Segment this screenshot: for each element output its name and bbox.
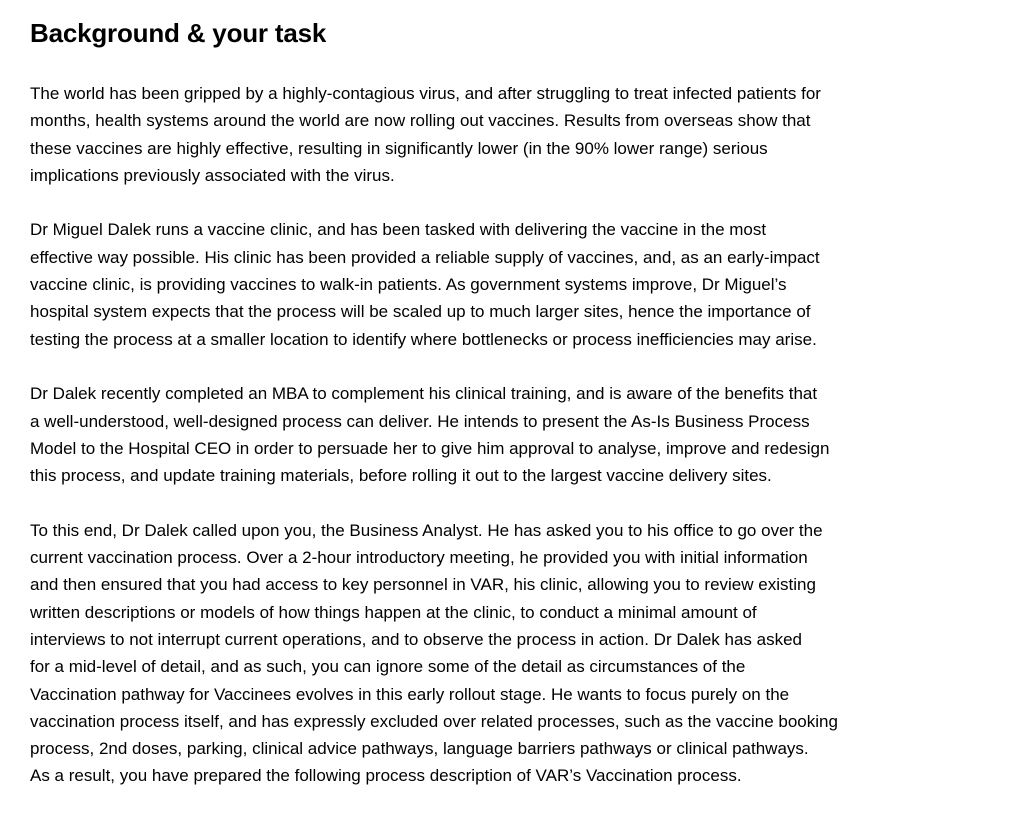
paragraph-line: months, health systems around the world are now rolling out vaccines. Results from overseas show that: [30, 111, 811, 131]
paragraph-line: process, 2nd doses, parking, clinical advice pathways, language barriers pathways or clinical pathways.: [30, 739, 809, 759]
paragraph-line: current vaccination process. Over a 2-hour introductory meeting, he provided you with initial information: [30, 548, 808, 568]
paragraph-line: vaccine clinic, is providing vaccines to walk-in patients. As government systems improve, Dr Miguel’s: [30, 275, 787, 295]
paragraph-line: The world has been gripped by a highly-contagious virus, and after struggling to treat infected patients for: [30, 84, 821, 103]
paragraph-spacer: [30, 189, 1020, 216]
paragraph-line: implications previously associated with the virus.: [30, 165, 395, 185]
paragraph-line: hospital system expects that the process will be scaled up to much larger sites, hence the importance of: [30, 302, 811, 322]
paragraph-line: interviews to not interrupt current operations, and to observe the process in action. Dr Dalek has asked: [30, 629, 803, 649]
paragraph-line: As a result, you have prepared the following process description of VAR’s Vaccination process.: [30, 766, 742, 786]
paragraph-1: [30, 80, 1020, 189]
paragraph-line: To this end, Dr Dalek called upon you, the Business Analyst. He has asked you to his office to go over the: [30, 520, 823, 540]
page-title: Background & your task: [30, 18, 327, 48]
paragraph-4: [30, 517, 1020, 790]
paragraph-line: and then ensured that you had access to key personnel in VAR, his clinic, allowing you to review existing: [30, 575, 816, 595]
paragraph-line: Model to the Hospital CEO in order to persuade her to give him approval to analyse, improve and redesign: [30, 438, 830, 458]
paragraph-3: [30, 380, 1020, 489]
paragraph-line: vaccination process itself, and has expressly excluded over related processes, such as the vaccine booking: [30, 711, 838, 731]
paragraph-line: Dr Dalek recently completed an MBA to complement his clinical training, and is aware of the benefits that: [30, 384, 818, 404]
paragraph-line: these vaccines are highly effective, resulting in significantly lower (in the 90% lower range) serious: [30, 138, 768, 158]
paragraph-line: for a mid-level of detail, and as such, you can ignore some of the detail as circumstances of the: [30, 657, 746, 677]
paragraph-line: testing the process at a smaller location to identify where bottlenecks or process inefficiencies may arise.: [30, 329, 817, 349]
paragraph-line: a well-understood, well-designed process can deliver. He intends to present the As-Is Business Process: [30, 411, 810, 431]
paragraph-spacer: [30, 489, 1020, 516]
paragraph-line: Dr Miguel Dalek runs a vaccine clinic, and has been tasked with delivering the vaccine in the most: [30, 220, 767, 240]
document-body: [30, 16, 1020, 790]
paragraph-line: written descriptions or models of how things happen at the clinic, to conduct a minimal amount of: [30, 602, 757, 622]
paragraph-line: this process, and update training materials, before rolling it out to the largest vaccine delivery sites.: [30, 466, 772, 486]
paragraph-spacer: [30, 353, 1020, 380]
paragraph-2: [30, 216, 1020, 352]
paragraph-line: effective way possible. His clinic has been provided a reliable supply of vaccines, and, as an early-impact: [30, 247, 820, 267]
paragraph-line: Vaccination pathway for Vaccinees evolves in this early rollout stage. He wants to focus purely on the: [30, 684, 790, 704]
